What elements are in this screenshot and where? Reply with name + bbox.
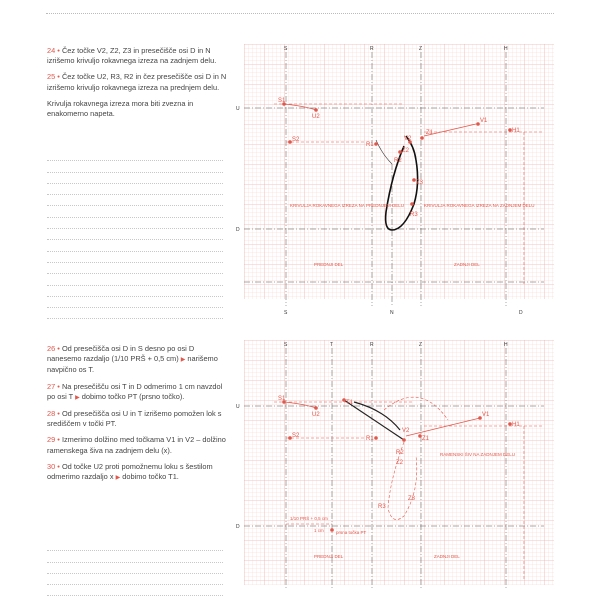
point-s1-label: S1 [278,98,286,104]
point-z1-label: Z1 [426,130,434,136]
step-26: 26 • Od presečišča osi D in S desno po osi D nanesemo razdaljo (1/10 PRŠ + 0,5 cm) ▶ narišemo navpično os T. [47,344,218,375]
svg-text:1 cm: 1 cm [314,528,324,533]
point-s2-label: S2 [292,137,300,143]
svg-text:ZADNJI DEL: ZADNJI DEL [434,554,460,559]
svg-text:R: R [370,46,374,52]
svg-text:R2: R2 [396,450,404,456]
note-curve: Krivulja rokavnega izreza mora biti zvezna in enakomerno napeta. [47,98,194,119]
svg-text:Z2: Z2 [396,460,404,466]
top-dotted-rule [46,13,554,14]
svg-text:R1: R1 [366,436,374,442]
point-r2-label: R2 [394,158,402,164]
svg-text:S: S [284,342,288,348]
svg-text:R3: R3 [378,504,386,510]
svg-text:U: U [236,106,240,112]
point-v2-label: V2 [404,136,412,142]
instructions-top [47,46,227,119]
label-back-curve: KRIVULJA ROKAVNEGA IZREZA NA ZADNJEM DELU [424,203,535,208]
svg-text:1/10 PRŠ + 0,5 cm: 1/10 PRŠ + 0,5 cm [290,516,328,521]
step-28: 28 • Od presečišča osi U in T izrišemo pomožen lok s središčem v točki PT. [47,409,222,429]
svg-text:S2: S2 [292,433,300,439]
pattern-diagram-top [236,44,554,316]
svg-text:Z: Z [419,46,423,52]
svg-text:Z1: Z1 [422,436,430,442]
svg-text:H: H [504,342,508,348]
pattern-diagram-bottom [236,340,554,596]
svg-text:S: S [284,46,288,52]
point-u2-label: U2 [312,114,320,120]
svg-text:PREDNJI DEL: PREDNJI DEL [314,554,344,559]
point-z2-label: Z2 [402,148,410,154]
point-r1-label: R1 [366,142,374,148]
svg-text:D: D [236,524,240,530]
svg-text:D: D [519,310,523,316]
ruled-lines-bottom [47,540,223,596]
point-z3-label: Z3 [416,180,424,186]
label-front-part: PREDNJI DEL [314,262,344,267]
svg-text:U: U [236,404,240,410]
svg-text:U2: U2 [312,412,320,418]
label-back-part: ZADNJI DEL [454,262,480,267]
svg-text:Z3: Z3 [408,496,416,502]
point-h1-label: H1 [512,128,520,134]
svg-text:V2: V2 [402,428,410,434]
svg-text:T1: T1 [346,400,354,406]
step-24: 24 • Čez točke V2, Z2, Z3 in presečišče osi D in N izrišemo krivuljo rokavnega izreza na zadnjem delu. [47,46,217,66]
svg-text:T: T [330,342,334,348]
svg-text:Z: Z [419,342,423,348]
instructions-bottom [47,344,227,489]
svg-text:N: N [390,310,394,316]
svg-text:RAMENSKI ŠIV NA ZADNJEM DELU: RAMENSKI ŠIV NA ZADNJEM DELU [440,452,516,457]
svg-text:V1: V1 [482,412,490,418]
svg-text:S: S [284,310,288,316]
svg-text:S1: S1 [278,396,286,402]
ruled-lines-top [47,150,223,319]
step-30: 30 • Od točke U2 proti pomožnemu loku s šestilom odmerimo razdaljo x ▶ dobimo točko T1. [47,461,213,482]
svg-text:prsna točka PT: prsna točka PT [336,530,367,535]
svg-text:D: D [236,227,240,233]
step-29: 29 • Izmerimo dolžino med točkama V1 in V2 – dolžino ramenskega šiva na zadnjem delu (x). [47,435,226,455]
step-27: 27 • Na presečišču osi T in D odmerimo 1 cm navzdol po osi T ▶ dobimo točko PT (prsno točko). [47,381,223,401]
svg-text:H1: H1 [512,422,520,428]
step-25: 25 • Čez točke U2, R3, R2 in čez presečišče osi D in N izrišemo krivuljo rokavnega izreza na prednjem delu. [47,72,227,92]
svg-text:H: H [504,46,508,52]
point-r3-label: R3 [410,212,418,218]
grid-paper [244,44,554,299]
svg-text:R: R [370,342,374,348]
point-v1-label: V1 [480,118,488,124]
label-front-curve: KRIVULJA ROKAVNEGA IZREZA NA PREDNJEM DELU [290,203,404,208]
